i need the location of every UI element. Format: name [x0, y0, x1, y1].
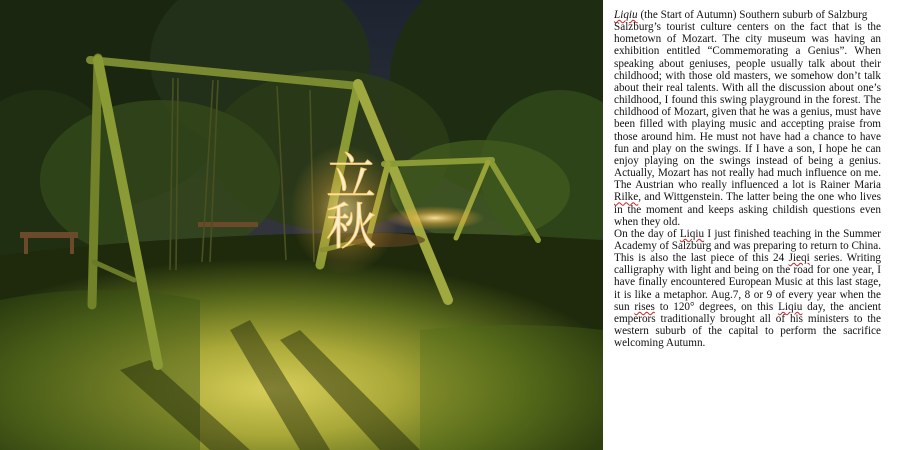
article-paragraph-2: On the day of Liqiu I just finished teaching in the Summer Academy of Salzburg and was preparing to return to China. This is also the last piece of this 24 Jieqi series. Writing calligraphy with light and being on the road for one year, I have finally encountered European Music at this last stage, it is like a metaphor. Aug.7, 8 or 9 of every year when the sun rises to 120° degrees, on this Liqiu day, the ancient emperors traditionally brought all of his ministers to the western suburb of the capital to perform the sacrifice welcoming Autumn. — [614, 227, 881, 350]
jieqi-word: Jieqi — [788, 252, 810, 265]
light-calligraphy — [290, 145, 400, 275]
title-term: Liqiu — [614, 9, 638, 21]
article-text — [614, 9, 881, 441]
title-rest: (the Start of Autumn) Southern suburb of Salzburg — [637, 9, 868, 21]
calligraphy-characters: 立秋 — [318, 150, 376, 250]
rilke-word: Rilke — [614, 191, 639, 204]
article-title — [614, 9, 881, 21]
article-paragraph-1: Salzburg’s tourist culture centers on the fact that is the hometown of Mozart. The city museum was having an exhibition entitled “Commemorating a Genius”. When speaking about geniuses, people usually talk about their childhood; with those old masters, we somehow don’t talk about their real talents. With all the discussion about one’s childhood, I found this swing playground in the forest. The childhood of Mozart, given that he was a genius, must have been filled with playing music and accepting praise from those around him. He must not have had a chance to have fun and play on the swings. If I have a son, I hope he can enjoy playing on the swings instead of being a genius. Actually, Mozart has not really had much influence on me. The Austrian who really influenced a lot is Rainer Maria Rilke, and Wittgenstein. The latter being the one who lives in the moment and keeps asking childish questions even when they old. — [614, 21, 881, 228]
liqiu-word: Liqiu — [679, 227, 705, 240]
liqiu-word-2: Liqiu — [778, 300, 803, 313]
rises-word: rises — [634, 300, 655, 313]
